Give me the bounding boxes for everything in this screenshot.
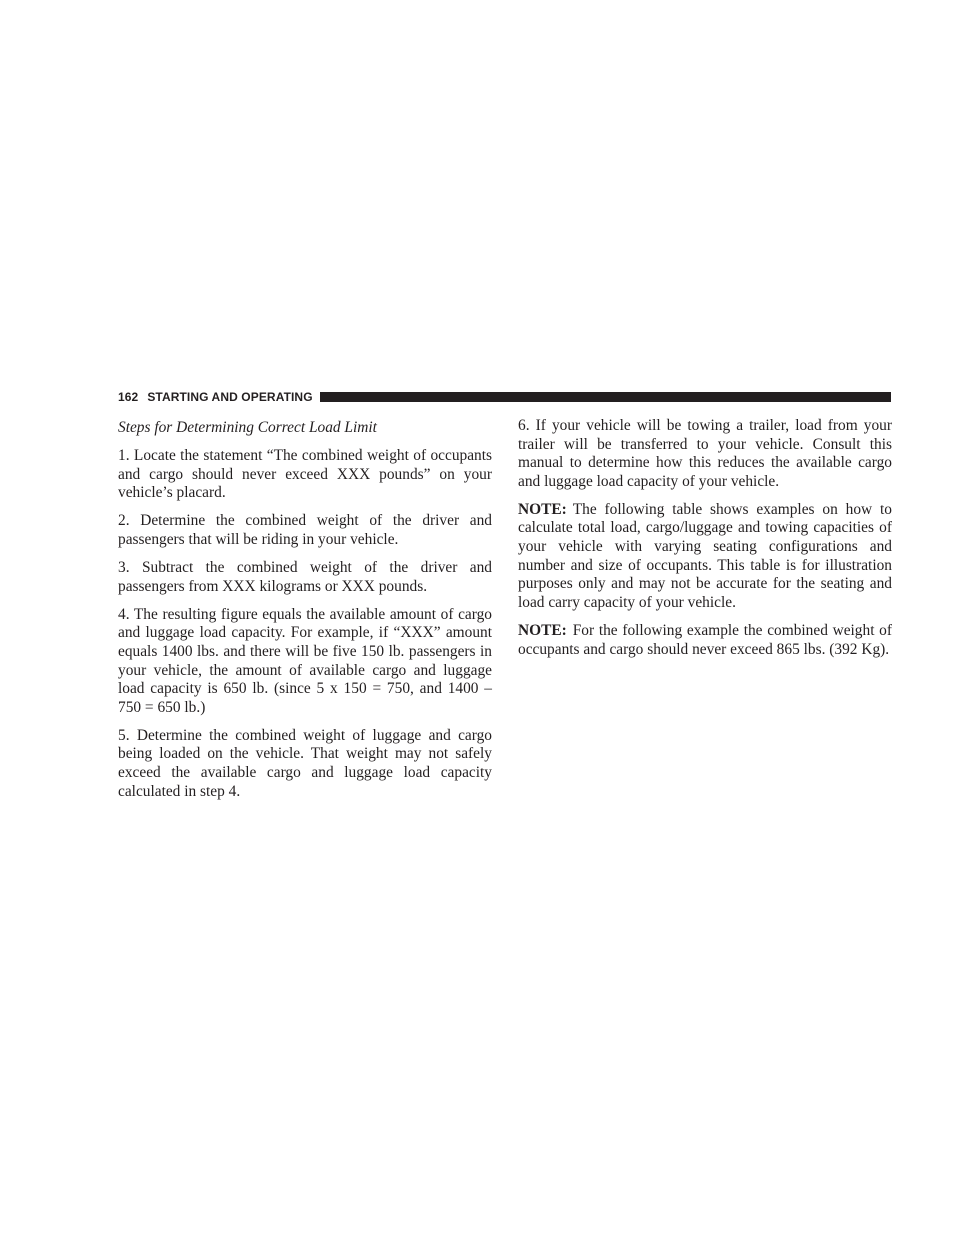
page-number: 162	[118, 390, 139, 404]
note-paragraph-1	[518, 501, 892, 613]
step-1-paragraph: 1. Locate the statement “The combined weight of occupants and cargo should never exceed XXX pounds” on your vehicle’s placard.	[118, 447, 492, 502]
page-header	[118, 389, 891, 405]
step-6-paragraph: 6. If your vehicle will be towing a trailer, load from your trailer will be transferred to your vehicle. Consult this manual to determine how this reduces the available cargo and luggage load capacity of your vehicle.	[518, 417, 892, 490]
header-rule	[320, 392, 891, 402]
note-paragraph-2	[518, 622, 892, 659]
note-text: For the following example the combined weight of occupants and cargo should never exceed 865 lbs. (392 Kg).	[518, 621, 892, 658]
step-3-paragraph: 3. Subtract the combined weight of the driver and passengers from XXX kilograms or XXX pounds.	[118, 559, 492, 595]
note-label: NOTE:	[518, 621, 567, 639]
right-column	[518, 417, 892, 669]
section-heading: Steps for Determining Correct Load Limit	[118, 419, 377, 436]
note-label: NOTE:	[518, 500, 567, 518]
step-5-paragraph: 5. Determine the combined weight of luggage and cargo being loaded on the vehicle. That weight may not safely exceed the available cargo and luggage load capacity calculated in step 4.	[118, 726, 492, 800]
note-text: The following table shows examples on how to calculate total load, cargo/luggage and towing capacities of your vehicle with varying seating configurations and number and size of occupants. This table is for illustration purposes only and may not be accurate for the seating and load carry capacity of your vehicle.	[518, 500, 892, 611]
left-column	[118, 417, 492, 811]
section-title: STARTING AND OPERATING	[147, 390, 313, 404]
step-4-paragraph: 4. The resulting figure equals the available amount of cargo and luggage load capacity. For example, if “XXX” amount equals 1400 lbs. and there will be five 150 lb. passengers in your vehicle, the amount of available cargo and luggage load capacity is 650 lb. (since 5 x 150 = 750, and 1400 – 750 = 650 lb.)	[118, 605, 492, 716]
step-2-paragraph: 2. Determine the combined weight of the driver and passengers that will be riding in your vehicle.	[118, 512, 492, 548]
